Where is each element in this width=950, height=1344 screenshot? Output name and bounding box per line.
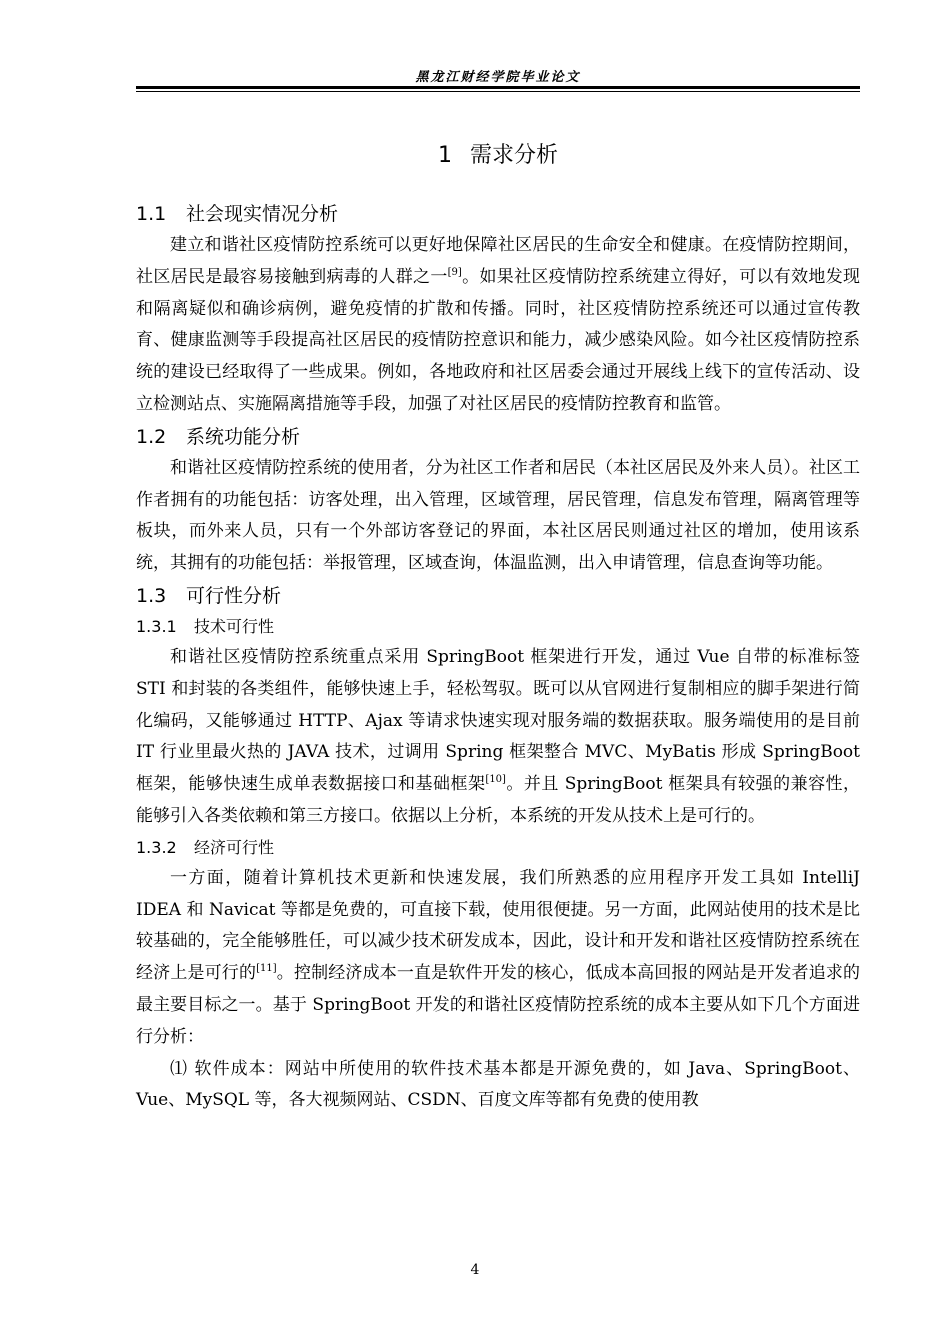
section-number: 1.1: [136, 203, 167, 225]
section-heading-1-1: [136, 198, 860, 230]
header-rule-thick: [136, 86, 860, 89]
section-heading-1-3: [136, 580, 860, 612]
section-number: 1.2: [136, 425, 167, 448]
page-content: [136, 136, 860, 1117]
chapter-number: 1: [437, 143, 452, 168]
chapter-title-text: 需求分析: [469, 143, 558, 168]
list-item-software-cost: ⑴ 软件成本：网站中所使用的软件技术基本都是开源免费的，如 Java、SpringBoot、Vue、MySQL 等，各大视频网站、CSDN、百度文库等都有免费的使用教: [136, 1058, 860, 1111]
subsection-title: 经济可行性: [194, 837, 275, 857]
page-number: 4: [470, 1262, 480, 1278]
running-header: 黑龙江财经学院毕业论文: [415, 70, 581, 85]
paragraph-text: 一方面，随着计算机技术更新和快速发展，我们所熟悉的应用程序开发工具如 IntelliJ IDEA 和 Navicat 等都是免费的，可直接下载，使用很便捷。另一方面，此网站使用的技术是比较基础的，完全能够胜任，可以减少技术研发成本，因此，设计和开发和谐社区疫情防控系统在经济上是可行的: [136, 867, 860, 984]
citation: [11]: [256, 963, 277, 975]
subsection-number: 1.3.2: [136, 837, 177, 857]
paragraph-text: 建立和谐社区疫情防控系统可以更好地保障社区居民的生命安全和健康。在疫情防控期间，社区居民是最容易接触到病毒的人群之一: [136, 235, 860, 287]
citation: [10]: [485, 774, 506, 786]
paragraph-text: 和谐社区疫情防控系统重点采用 SpringBoot 框架进行开发，通过 Vue 自带的标准标签 STI 和封装的各类组件，能够快速上手，轻松驾驭。既可以从官网进行复制相应的脚手架进行简化编码，又能够通过 HTTP、Ajax 等请求快速实现对服务端的数据获取。服务端使用的是目前 IT 行业里最火热的 JAVA 技术，过调用 Spring 框架整合 MVC、MyBatis 形成 SpringBoot 框架，能够快速生成单表数据接口和基础框架: [136, 646, 860, 795]
section-title: 社会现实情况分析: [186, 203, 339, 225]
subsection-number: 1.3.1: [136, 616, 177, 636]
section-title: 可行性分析: [186, 584, 282, 607]
section-title: 系统功能分析: [186, 425, 301, 448]
paragraph-text: 。控制经济成本一直是软件开发的核心，低成本高回报的网站是开发者追求的最主要目标之一。基于 SpringBoot 开发的和谐社区疫情防控系统的成本主要从如下几个方面进行分析：: [136, 963, 861, 1047]
subsection-title: 技术可行性: [194, 616, 275, 636]
section-number: 1.3: [136, 584, 167, 607]
paragraph-text: 。如果社区疫情防控系统建立得好，可以有效地发现和隔离疑似和确诊病例，避免疫情的扩散和传播。同时，社区疫情防控系统还可以通过宣传教育、健康监测等手段提高社区居民的疫情防控意识和能力，减少感染风险。如今社区疫情防控系统的建设已经取得了一些成果。例如，各地政府和社区居委会通过开展线上线下的宣传活动、设立检测站点、实施隔离措施等手段，加强了对社区居民的疫情防控教育和监管。: [136, 266, 861, 414]
paragraph-econ-feasibility: [136, 863, 860, 1054]
section-heading-1-2: [136, 421, 860, 453]
subsection-heading-1-3-1: [136, 612, 860, 642]
paragraph-function-analysis: 和谐社区疫情防控系统的使用者，分为社区工作者和居民（本社区居民及外来人员）。社区工作者拥有的功能包括：访客处理，出入管理，区域管理，居民管理，信息发布管理，隔离管理等板块，而外来人员，只有一个外部访客登记的界面，本社区居民则通过社区的增加，使用该系统，其拥有的功能包括：举报管理，区域查询，体温监测，出入申请管理，信息查询等功能。: [136, 457, 860, 574]
paragraph-tech-feasibility: [136, 642, 860, 833]
paragraph-social-analysis: [136, 230, 860, 421]
paragraph-text: 。并且 SpringBoot 框架具有较强的兼容性，能够引入各类依赖和第三方接口。依据以上分析，本系统的开发从技术上是可行的。: [136, 774, 861, 826]
header-rule-thin: [136, 91, 860, 92]
chapter-title: [136, 136, 860, 176]
subsection-heading-1-3-2: [136, 833, 860, 863]
citation: [9]: [447, 266, 462, 278]
